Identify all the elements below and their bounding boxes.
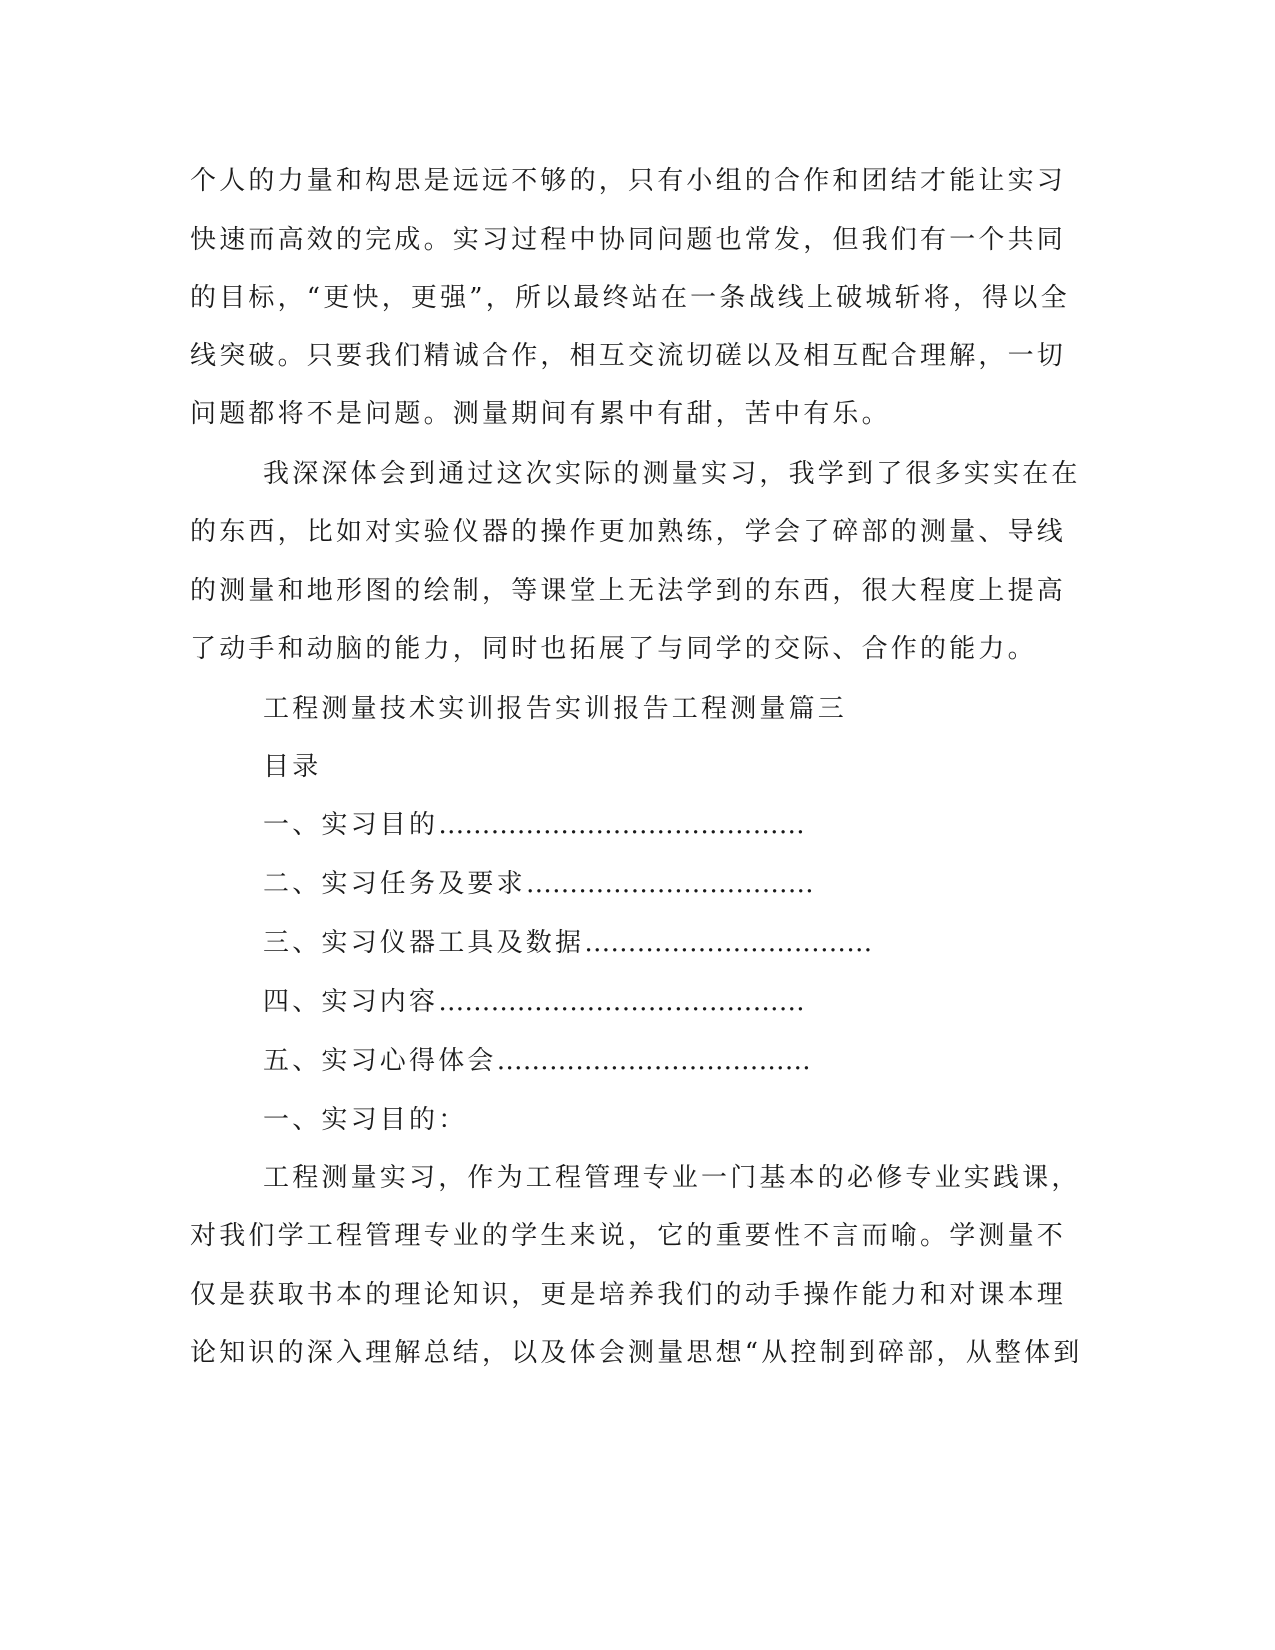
paragraph-line: 我深深体会到通过这次实际的测量实习，我学到了很多实实在在 <box>263 459 1081 489</box>
paragraph-line: 个人的力量和构思是远远不够的，只有小组的合作和团结才能让实习 <box>190 166 1067 196</box>
toc-leader: …………………………………… <box>438 810 806 840</box>
toc-item-label: 二、实习任务及要求 <box>263 869 526 899</box>
toc-leader: …………………………………… <box>438 987 806 1017</box>
toc-leader: …………………………… <box>525 869 815 899</box>
toc-item-label: 一、实习目的 <box>263 810 439 840</box>
toc-item[interactable] <box>263 867 814 901</box>
toc-item[interactable] <box>263 926 872 960</box>
paragraph-line: 问题都将不是问题。测量期间有累中有甜，苦中有乐。 <box>190 399 891 429</box>
paragraph-line: 快速而高效的完成。实习过程中协同问题也常发，但我们有一个共同 <box>190 225 1067 255</box>
paragraph-line: 仅是获取书本的理论知识，更是培养我们的动手操作能力和对课本理 <box>190 1280 1067 1310</box>
toc-item[interactable] <box>263 1044 811 1078</box>
toc-item[interactable] <box>263 985 805 1019</box>
paragraph-line: 论知识的深入理解总结，以及体会测量思想“从控制到碎部，从整体到 <box>190 1338 1083 1368</box>
paragraph-line: 对我们学工程管理专业的学生来说，它的重要性不言而喻。学测量不 <box>190 1221 1067 1251</box>
paragraph-line: 的测量和地形图的绘制，等课堂上无法学到的东西，很大程度上提高 <box>190 576 1067 606</box>
toc-item[interactable] <box>263 808 805 842</box>
paragraph-line: 工程测量实习，作为工程管理专业一门基本的必修专业实践课， <box>263 1163 1081 1193</box>
paragraph-line: 线突破。只要我们精诚合作，相互交流切磋以及相互配合理解，一切 <box>190 341 1067 371</box>
toc-item-label: 四、实习内容 <box>263 987 439 1017</box>
section-title: 工程测量技术实训报告实训报告工程测量篇三 <box>263 694 848 724</box>
paragraph-line: 了动手和动脑的能力，同时也拓展了与同学的交际、合作的能力。 <box>190 634 1037 664</box>
toc-item-label: 三、实习仪器工具及数据 <box>263 928 585 958</box>
toc-title: 目录 <box>263 752 322 782</box>
section-heading: 一、实习目的： <box>263 1105 468 1135</box>
paragraph-line: 的目标，“更快，更强”，所以最终站在一条战线上破城斩将，得以全 <box>190 283 1070 313</box>
paragraph-line: 的东西，比如对实验仪器的操作更加熟练，学会了碎部的测量、导线 <box>190 517 1067 547</box>
toc-leader: ……………………………… <box>496 1046 812 1076</box>
toc-item-label: 五、实习心得体会 <box>263 1046 497 1076</box>
toc-leader: …………………………… <box>584 928 873 958</box>
